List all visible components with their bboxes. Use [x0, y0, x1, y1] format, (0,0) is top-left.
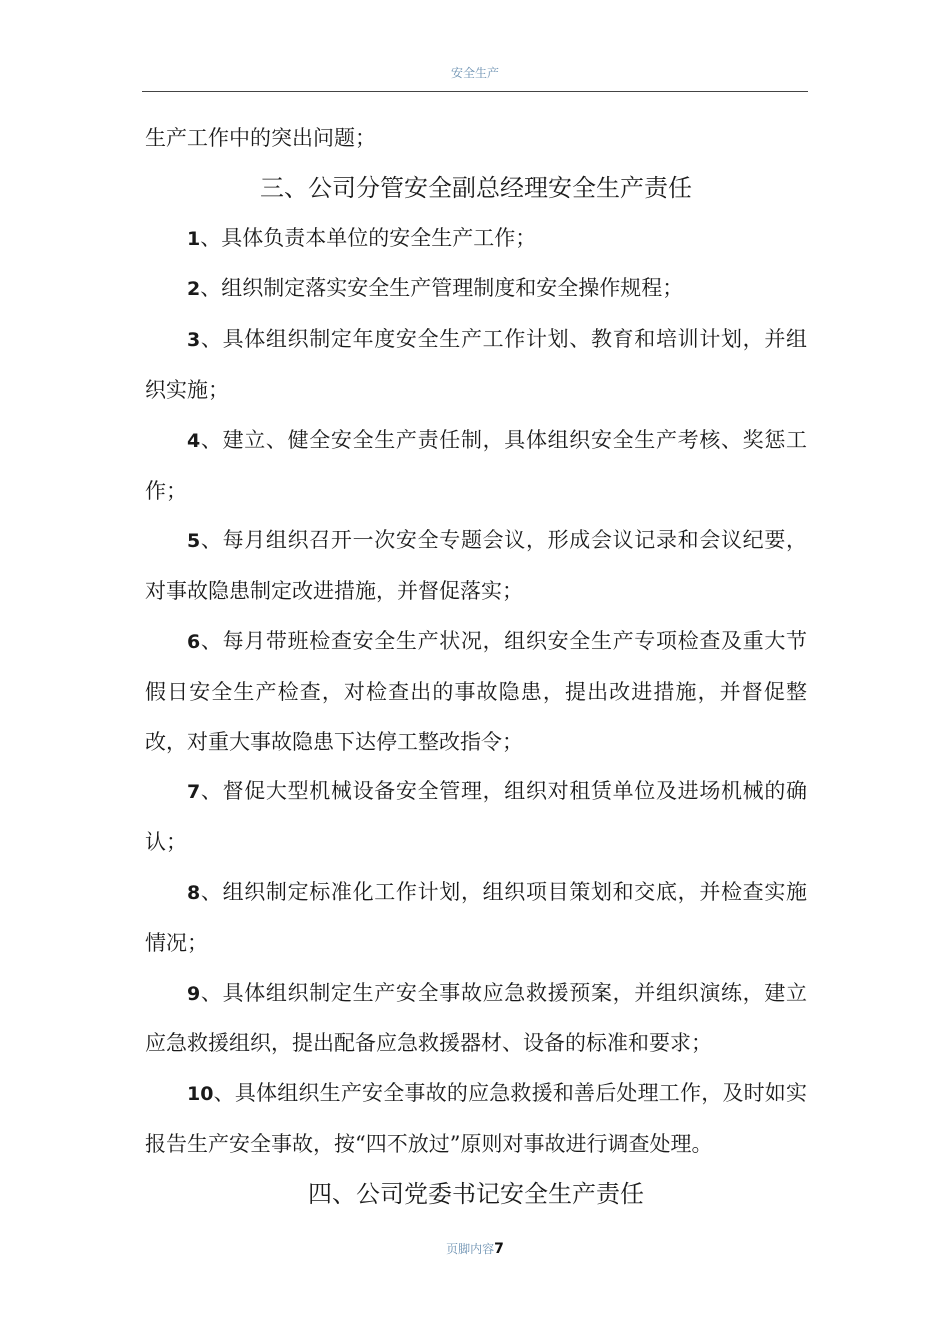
continuation-text: 生产工作中的突出问题； — [145, 126, 376, 150]
list-item — [145, 214, 807, 265]
item-number: 7 — [187, 781, 201, 804]
list-item — [145, 617, 807, 767]
item-number: 6 — [187, 630, 201, 653]
item-text: 、督促大型机械设备安全管理，组织对租赁单位及进场机械的确认； — [145, 779, 807, 855]
item-number: 1 — [187, 227, 201, 250]
item-text: 、建立、健全安全生产责任制，具体组织安全生产考核、奖惩工作； — [145, 427, 807, 503]
item-number: 5 — [187, 530, 201, 553]
item-text: 、具体组织生产安全事故的应急救援和善后处理工作，及时如实报告生产安全事故，按“四不放过”原则对事故进行调查处理。 — [145, 1081, 807, 1156]
list-item — [145, 416, 807, 517]
item-number: 4 — [187, 429, 201, 452]
item-number: 2 — [187, 278, 201, 301]
section-title-4: 四、公司党委书记安全生产责任 — [308, 1179, 644, 1208]
item-text: 、具体组织制定年度安全生产工作计划、教育和培训计划，并组织实施； — [145, 327, 807, 402]
list-item — [145, 969, 807, 1070]
list-item — [145, 315, 807, 416]
document-body — [145, 114, 807, 1220]
item-text: 、具体组织制定生产安全事故应急救援预案，并组织演练，建立应急救援组织，提出配备应急救援器材、设备的标准和要求； — [145, 980, 807, 1056]
item-number: 8 — [187, 881, 201, 904]
item-text: 、具体负责本单位的安全生产工作； — [200, 225, 537, 250]
item-text: 、每月组织召开一次安全专题会议，形成会议记录和会议纪要，对事故隐患制定改进措施，并督促落实； — [145, 528, 807, 604]
page-header: 安全生产 — [450, 66, 499, 80]
item-text: 、每月带班检查安全生产状况，组织安全生产专项检查及重大节假日安全生产检查，对检查出的事故隐患，提出改进措施，并督促整改，对重大事故隐患下达停工整改指令； — [145, 628, 807, 754]
item-text: 、组织制定标准化工作计划，组织项目策划和交底，并检查实施情况； — [145, 879, 807, 955]
list-item — [145, 1069, 807, 1170]
page-number: 7 — [494, 1241, 504, 1257]
list-item — [145, 868, 807, 969]
item-text: 、组织制定落实安全生产管理制度和安全操作规程； — [200, 276, 684, 301]
list-item — [145, 264, 807, 315]
list-item — [145, 516, 807, 617]
header-divider — [142, 91, 808, 92]
page-footer — [0, 1240, 950, 1257]
section-title-3: 三、公司分管安全副总经理安全生产责任 — [260, 173, 692, 202]
list-item — [145, 767, 807, 868]
item-number: 3 — [187, 329, 201, 352]
item-number: 9 — [187, 982, 201, 1005]
item-number: 10 — [187, 1083, 214, 1106]
footer-label: 页脚内容 — [446, 1242, 495, 1256]
